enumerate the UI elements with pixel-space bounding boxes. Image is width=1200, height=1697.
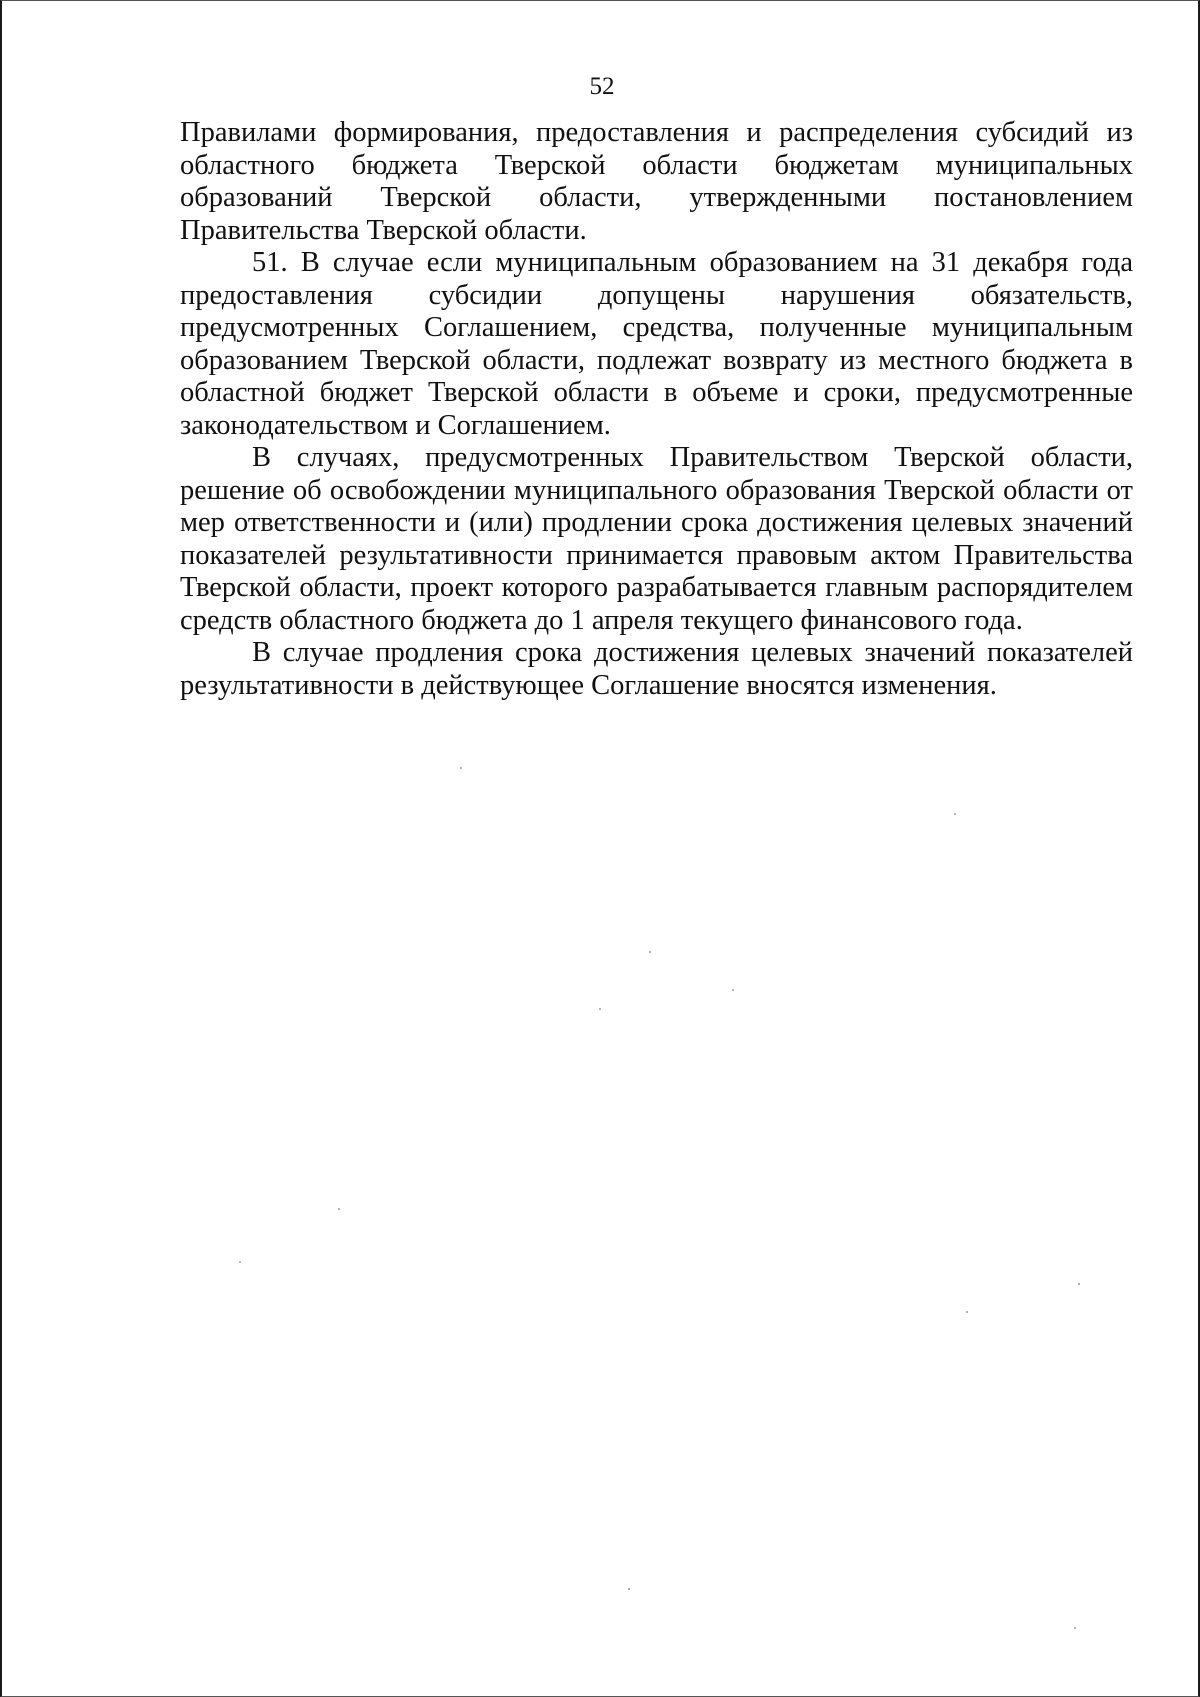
scan-speck xyxy=(732,989,734,991)
scan-speck xyxy=(649,951,651,953)
scan-speck xyxy=(628,1588,630,1590)
scan-speck xyxy=(1078,1283,1080,1285)
scan-speck xyxy=(1074,1627,1076,1629)
scan-speck xyxy=(239,1261,241,1263)
scan-speck xyxy=(338,1208,340,1210)
scan-speck xyxy=(460,767,462,769)
scan-speck xyxy=(954,813,956,815)
paragraph-continuation: Правилами формирования, предоставления и распределения субсидий из областного бюджета Тверской области бюджетам муниципальных образований Тверской области, утвержденными постановлением Правительства Тверской области. xyxy=(180,117,1133,246)
paragraph-exemption: В случаях, предусмотренных Правительством Тверской области, решение об освобождении муниципального образования Тверской области от мер ответственности и (или) продлении срока достижения целевых значений показателей результативности принимается правовым актом Правительства Тверской области, проект которого разрабатывается главным распорядителем средств областного бюджета до 1 апреля текущего финансового года. xyxy=(180,442,1133,636)
page-number: 52 xyxy=(589,73,615,100)
paragraph-item-51: 51. В случае если муниципальным образованием на 31 декабря года предоставления субсидии допущены нарушения обязательств, предусмотренных Соглашением, средства, полученные муниципальным образованием Тверской области, подлежат возврату из местного бюджета в областной бюджет Тверской области в объеме и сроки, предусмотренные законодательством и Соглашением. xyxy=(180,247,1133,441)
scan-speck xyxy=(599,1008,601,1010)
document-body xyxy=(180,117,1133,702)
scan-speck xyxy=(966,1311,968,1313)
paragraph-extension: В случае продления срока достижения целевых значений показателей результативности в действующее Соглашение вносятся изменения. xyxy=(180,637,1133,701)
